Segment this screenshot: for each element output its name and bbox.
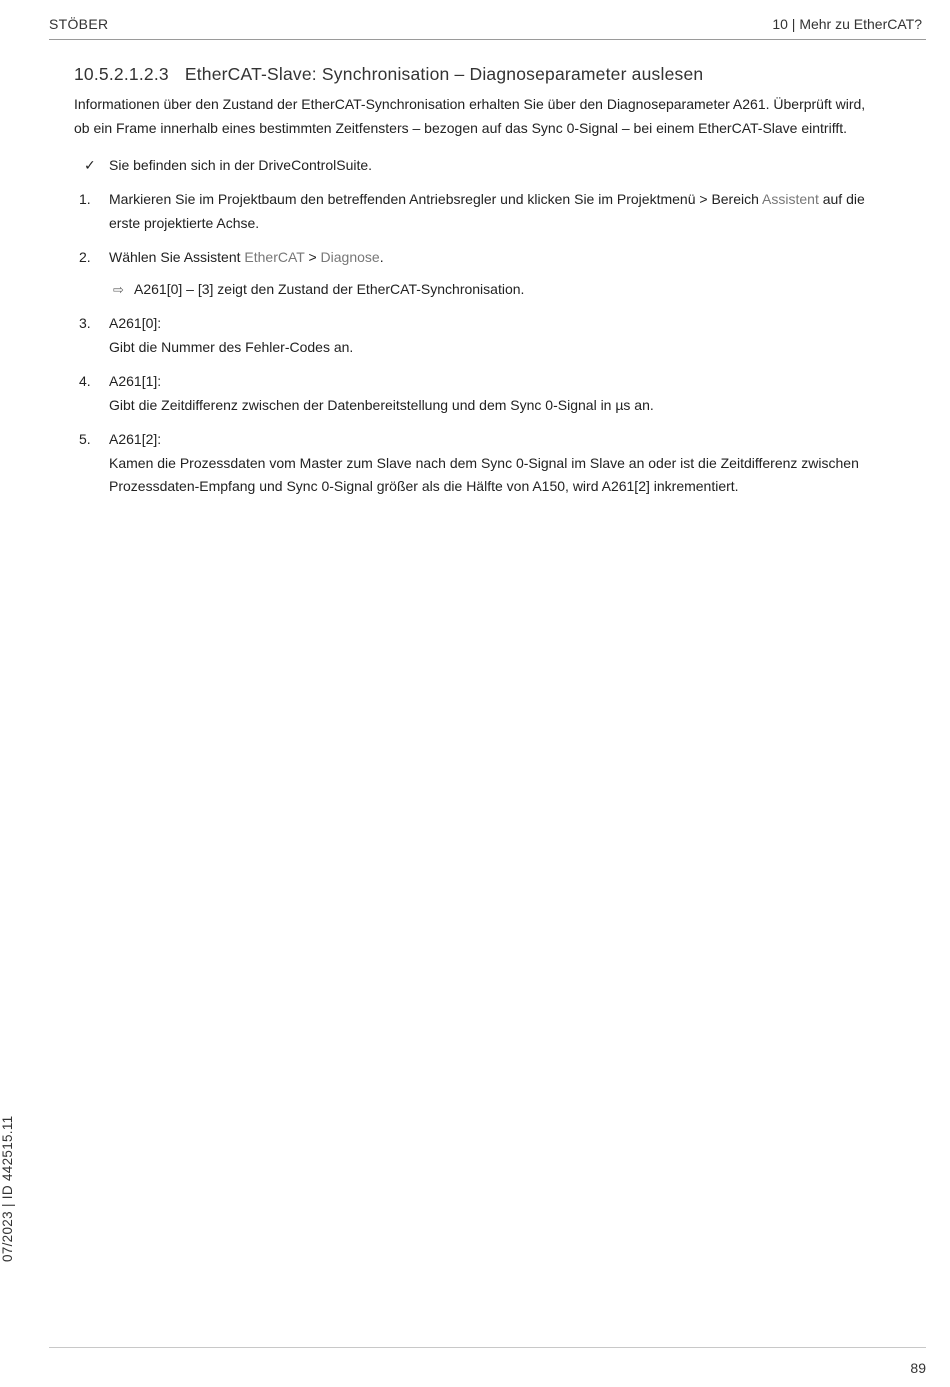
step-item [74,312,884,359]
intro-paragraph: Informationen über den Zustand der EtherCAT-Synchronisation erhalten Sie über den Diagnoseparameter A261. Überprüft wird, ob ein Frame innerhalb eines bestimmten Zeitfensters – bezogen auf das Sync 0-Signal – bei einem EtherCAT-Slave eintrifft. [74,96,866,136]
check-icon: ✓ [84,157,96,173]
step-item [74,428,884,499]
step-number: 2. [79,249,91,265]
step-text: Gibt die Nummer des Fehler-Codes an. [109,338,354,355]
brand-name: STÖBER [49,16,109,32]
step-number: 3. [79,315,91,331]
step-text: Wählen Sie Assistent [109,249,245,265]
ui-ref-assistent: Assistent [762,191,819,207]
page-number: 89 [910,1360,926,1376]
parameter-name: A261[0]: [109,315,162,331]
step-item [74,370,884,417]
chapter-title: 10 | Mehr zu EtherCAT? [772,16,922,32]
step-result [109,278,884,302]
parameter-name: A261[2]: [109,431,162,447]
page-header [49,14,926,40]
ui-ref-ethercat: EtherCAT [244,249,305,265]
section-number: 10.5.2.1.2.3 [74,64,169,84]
main-content [74,64,884,510]
step-text: Markieren Sie im Projektbaum den betreffenden Antriebsregler und klicken Sie im Projektmenü > Bereich [109,191,763,207]
step-text: . [379,249,384,265]
result-text: A261[0] – [3] zeigt den Zustand der EtherCAT-Synchronisation. [134,280,525,297]
step-list [74,188,884,499]
document-id: 07/2023 | ID 442515.11 [0,1115,15,1262]
step-number: 1. [79,191,91,207]
section-heading [74,64,884,85]
step-text: auf die erste projektierte Achse. [109,191,865,231]
section-title: EtherCAT-Slave: Synchronisation – Diagnoseparameter auslesen [184,64,704,84]
step-item [74,188,884,235]
step-text: Kamen die Prozessdaten vom Master zum Slave nach dem Sync 0-Signal im Slave an oder ist die Zeitdifferenz zwischen Prozessdaten-Empfang und Sync 0-Signal größer als die Hälfte von A150, wird A261[2] inkrementiert. [109,454,859,494]
parameter-name: A261[1]: [109,373,162,389]
prerequisite [74,154,884,177]
step-number: 5. [79,431,91,447]
step-separator: > [304,249,321,265]
ui-ref-diagnose: Diagnose [320,249,380,265]
step-number: 4. [79,373,91,389]
prerequisite-text: Sie befinden sich in der DriveControlSuite. [109,157,373,173]
step-text: Gibt die Zeitdifferenz zwischen der Datenbereitstellung und dem Sync 0-Signal in µs an. [109,396,654,413]
step-item [74,246,884,301]
arrow-right-icon: ⇨ [113,281,124,297]
footer-divider [49,1347,926,1348]
